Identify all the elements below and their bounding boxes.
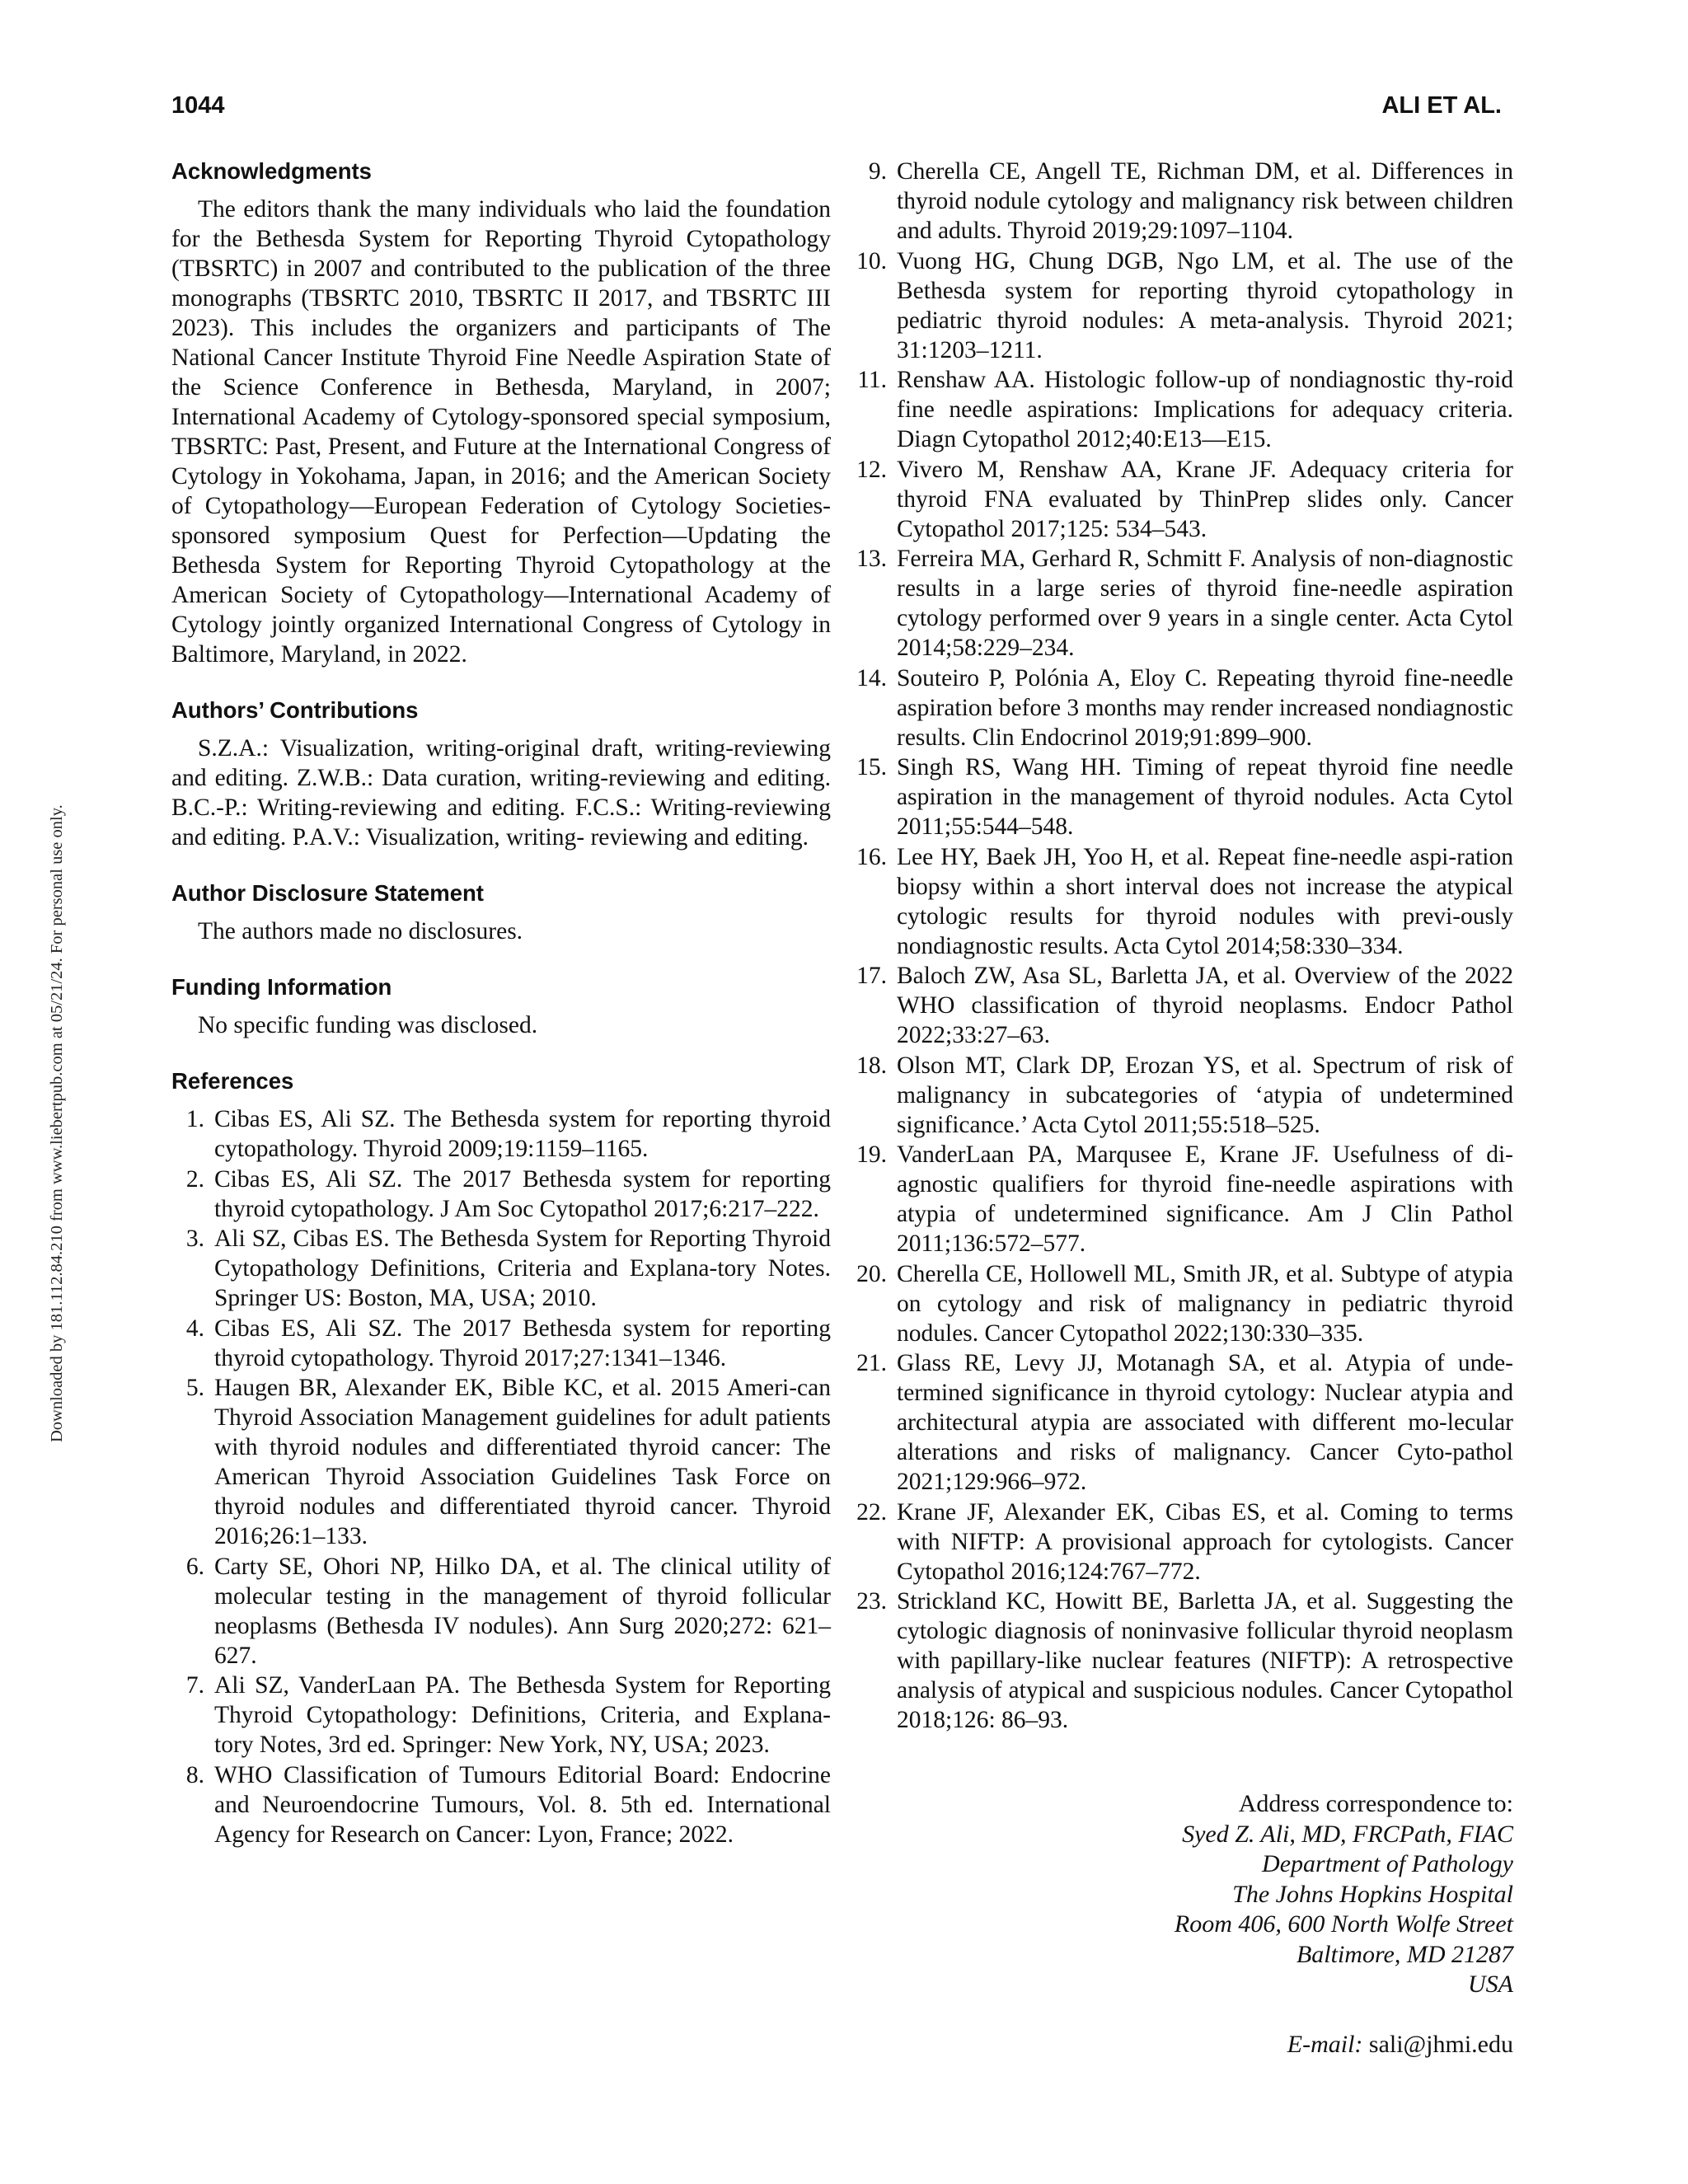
reference-number: 4.	[185, 1315, 204, 1342]
references-heading: References	[171, 1068, 294, 1094]
reference-item	[171, 1165, 831, 1224]
references-section	[171, 1066, 831, 1849]
reference-number: 17.	[856, 963, 887, 989]
contributions-section	[171, 696, 831, 852]
reference-text: Cibas ES, Ali SZ. The Bethesda system for reporting thyroid cytopathology. Thyroid 2009;19:1159–1165.	[214, 1106, 831, 1162]
reference-number: 6.	[185, 1553, 204, 1580]
disclosure-heading: Author Disclosure Statement	[171, 880, 484, 906]
correspondence-street: Room 406, 600 North Wolfe Street	[1174, 1910, 1513, 1938]
reference-item	[854, 157, 1513, 246]
reference-number: 23.	[856, 1588, 887, 1615]
email-address[interactable]: sali@jhmi.edu	[1368, 2030, 1513, 2058]
reference-item	[854, 455, 1513, 544]
page-number: 1044	[171, 92, 225, 119]
contributions-heading: Authors’ Contributions	[171, 697, 419, 723]
reference-item	[854, 246, 1513, 365]
reference-item	[854, 365, 1513, 454]
reference-item	[854, 1497, 1513, 1586]
references-list-left	[171, 1104, 831, 1849]
reference-item	[171, 1314, 831, 1373]
reference-item	[854, 842, 1513, 961]
correspondence-hospital: The Johns Hopkins Hospital	[1232, 1880, 1513, 1908]
contributions-text: S.Z.A.: Visualization, writing-original draft, writing-reviewing and editing. Z.W.B.: Data curation, writing-reviewing and editing. B.C.-P.: Writing-reviewing and editing. F.C.S.: Writing-reviewing and editing. P.A.V.: Visualization, writing- reviewing and editing.	[171, 735, 831, 851]
funding-heading: Funding Information	[171, 974, 392, 1000]
reference-number: 15.	[856, 754, 887, 780]
reference-text: Vivero M, Renshaw AA, Krane JF. Adequacy criteria for thyroid FNA evaluated by ThinPrep slides only. Cancer Cytopathol 2017;125: 534–543.	[897, 456, 1513, 542]
reference-item	[171, 1671, 831, 1760]
right-column	[854, 157, 1513, 2060]
reference-text: Olson MT, Clark DP, Erozan YS, et al. Spectrum of risk of malignancy in subcategories of ‘atypia of undetermined significance.’ Acta Cytol 2011;55:518–525.	[897, 1052, 1513, 1138]
reference-item	[854, 1586, 1513, 1735]
reference-item	[854, 1259, 1513, 1348]
correspondence-country: USA	[1468, 1971, 1513, 1998]
reference-text: Renshaw AA. Histologic follow-up of nondiagnostic thy-roid fine needle aspirations: Implications for adequacy criteria. Diagn Cytopathol 2012;40:E13—E15.	[897, 367, 1513, 452]
reference-number: 12.	[856, 456, 887, 483]
reference-item	[171, 1552, 831, 1671]
reference-text: Singh RS, Wang HH. Timing of repeat thyroid fine needle aspiration in the management of thyroid nodules. Acta Cytol 2011;55:544–548.	[897, 754, 1513, 840]
reference-item	[854, 961, 1513, 1050]
reference-text: Baloch ZW, Asa SL, Barletta JA, et al. Overview of the 2022 WHO classification of thyroid neoplasms. Endocr Pathol 2022;33:27–63.	[897, 963, 1513, 1048]
acknowledgments-section	[171, 157, 831, 669]
reference-item	[854, 544, 1513, 663]
reference-text: Glass RE, Levy JJ, Motanagh SA, et al. Atypia of unde-termined significance in thyroid cytology: Nuclear atypia and architectural atypia are associated with different mo-lecular alterations and risks of malignancy. Cancer Cyto-pathol 2021;129:966–972.	[897, 1350, 1513, 1495]
reference-text: Haugen BR, Alexander EK, Bible KC, et al. 2015 Ameri-can Thyroid Association Management guidelines for adult patients with thyroid nodules and differentiated thyroid cancer: The American Thyroid Association Guidelines Task Force on thyroid nodules and differentiated thyroid cancer. Thyroid 2016;26:1–133.	[214, 1375, 831, 1549]
correspondence-department: Department of Pathology	[1262, 1850, 1513, 1877]
reference-text: Carty SE, Ohori NP, Hilko DA, et al. The clinical utility of molecular testing in the management of thyroid follicular neoplasms (Bethesda IV nodules). Ann Surg 2020;272: 621–627.	[214, 1553, 831, 1669]
reference-text: VanderLaan PA, Marqusee E, Krane JF. Usefulness of di-agnostic qualifiers for thyroid fine-needle aspirations with atypia of undetermined significance. Am J Clin Pathol 2011;136:572–577.	[897, 1141, 1513, 1257]
acknowledgments-text: The editors thank the many individuals who laid the foundation for the Bethesda System for Reporting Thyroid Cytopathology (TBSRTC) in 2007 and contributed to the publication of the three monographs (TBSRTC 2010, TBSRTC II 2017, and TBSRTC III 2023). This includes the organizers and participants of The National Cancer Institute Thyroid Fine Needle Aspiration State of the Science Conference in Bethesda, Maryland, in 2007; International Academy of Cytology-sponsored special symposium, TBSRTC: Past, Present, and Future at the International Congress of Cytology in Yokohama, Japan, in 2016; and the American Society of Cytopathology—European Federation of Cytology Societies-sponsored symposium Quest for Perfection—Updating the Bethesda System for Reporting Thyroid Cytopathology at the American Society of Cytopathology—International Academy of Cytology jointly organized International Congress of Cytology in Baltimore, Maryland, in 2022.	[171, 196, 831, 668]
download-notice: Downloaded by 181.112.84.210 from www.liebertpub.com at 05/21/24. For personal use only.	[48, 804, 66, 1442]
reference-text: Cherella CE, Angell TE, Richman DM, et al. Differences in thyroid nodule cytology and malignancy risk between children and adults. Thyroid 2019;29:1097–1104.	[897, 158, 1513, 244]
reference-item	[854, 1051, 1513, 1140]
reference-item	[171, 1104, 831, 1164]
correspondence-block	[854, 1789, 1513, 2060]
references-list-right	[854, 157, 1513, 1735]
disclosure-text: The authors made no disclosures.	[198, 918, 523, 944]
funding-text: No specific funding was disclosed.	[198, 1012, 538, 1038]
reference-text: Lee HY, Baek JH, Yoo H, et al. Repeat fine-needle aspi-ration biopsy within a short interval does not increase the atypical cytologic results for thyroid nodules with previ-ously nondiagnostic results. Acta Cytol 2014;58:330–334.	[897, 843, 1513, 959]
reference-text: Vuong HG, Chung DGB, Ngo LM, et al. The use of the Bethesda system for reporting thyroid cytopathology in pediatric thyroid nodules: A meta-analysis. Thyroid 2021; 31:1203–1211.	[897, 247, 1513, 363]
reference-number: 9.	[868, 158, 887, 185]
reference-text: Krane JF, Alexander EK, Cibas ES, et al. Coming to terms with NIFTP: A provisional approach for cytologists. Cancer Cytopathol 2016;124:767–772.	[897, 1498, 1513, 1585]
reference-item	[854, 663, 1513, 752]
reference-number: 20.	[856, 1260, 887, 1287]
email-label: E-mail:	[1287, 2030, 1363, 2058]
reference-item	[854, 1348, 1513, 1497]
running-head: ALI ET AL.	[1381, 92, 1502, 119]
reference-text: Cherella CE, Hollowell ML, Smith JR, et al. Subtype of atypia on cytology and risk of malignancy in pediatric thyroid nodules. Cancer Cytopathol 2022;130:330–335.	[897, 1260, 1513, 1347]
reference-text: Cibas ES, Ali SZ. The 2017 Bethesda system for reporting thyroid cytopathology. Thyroid 2017;27:1341–1346.	[214, 1315, 831, 1371]
correspondence-city: Baltimore, MD 21287	[1296, 1940, 1513, 1968]
reference-number: 13.	[856, 546, 887, 572]
reference-item	[171, 1760, 831, 1849]
correspondence-heading: Address correspondence to:	[1238, 1790, 1513, 1817]
disclosure-section	[171, 879, 831, 946]
reference-number: 22.	[856, 1498, 887, 1526]
reference-number: 21.	[856, 1350, 887, 1376]
reference-text: Ali SZ, VanderLaan PA. The Bethesda System for Reporting Thyroid Cytopathology: Definitions, Criteria, and Explana-tory Notes, 3rd ed. Springer: New York, NY, USA; 2023.	[214, 1672, 831, 1758]
reference-item	[171, 1224, 831, 1313]
reference-number: 7.	[185, 1672, 204, 1699]
reference-item	[854, 752, 1513, 841]
reference-text: Ali SZ, Cibas ES. The Bethesda System for Reporting Thyroid Cytopathology Definitions, Criteria and Explana-tory Notes. Springer US: Boston, MA, USA; 2010.	[214, 1226, 831, 1311]
reference-number: 2.	[185, 1165, 204, 1193]
reference-item	[171, 1373, 831, 1551]
reference-number: 19.	[856, 1141, 887, 1168]
email-row	[854, 2030, 1513, 2060]
acknowledgments-heading: Acknowledgments	[171, 158, 372, 184]
left-column	[171, 157, 831, 1876]
reference-number: 11.	[857, 367, 887, 393]
reference-number: 5.	[185, 1375, 204, 1401]
reference-item	[854, 1140, 1513, 1258]
reference-text: Cibas ES, Ali SZ. The 2017 Bethesda system for reporting thyroid cytopathology. J Am Soc Cytopathol 2017;6:217–222.	[214, 1165, 831, 1222]
reference-text: Strickland KC, Howitt BE, Barletta JA, et al. Suggesting the cytologic diagnosis of noninvasive follicular thyroid neoplasm with papillary-like nuclear features (NIFTP): A retrospective analysis of atypical and suspicious nodules. Cancer Cytopathol 2018;126: 86–93.	[897, 1588, 1513, 1733]
reference-number: 18.	[856, 1052, 887, 1079]
reference-number: 3.	[185, 1226, 204, 1252]
reference-number: 10.	[856, 247, 887, 274]
reference-number: 8.	[185, 1761, 204, 1788]
correspondence-name: Syed Z. Ali, MD, FRCPath, FIAC	[1182, 1820, 1513, 1848]
reference-text: Souteiro P, Polónia A, Eloy C. Repeating thyroid fine-needle aspiration before 3 months may render increased nondiagnostic results. Clin Endocrinol 2019;91:899–900.	[897, 664, 1513, 751]
reference-number: 16.	[856, 843, 887, 870]
reference-number: 14.	[856, 664, 887, 691]
reference-text: Ferreira MA, Gerhard R, Schmitt F. Analysis of non-diagnostic results in a large series of thyroid fine-needle aspiration cytology performed over 9 years in a single center. Acta Cytol 2014;58:229–234.	[897, 546, 1513, 661]
reference-text: WHO Classification of Tumours Editorial Board: Endocrine and Neuroendocrine Tumours, Vol. 8. 5th ed. International Agency for Research on Cancer: Lyon, France; 2022.	[214, 1761, 831, 1848]
reference-number: 1.	[185, 1106, 204, 1132]
funding-section	[171, 972, 831, 1040]
